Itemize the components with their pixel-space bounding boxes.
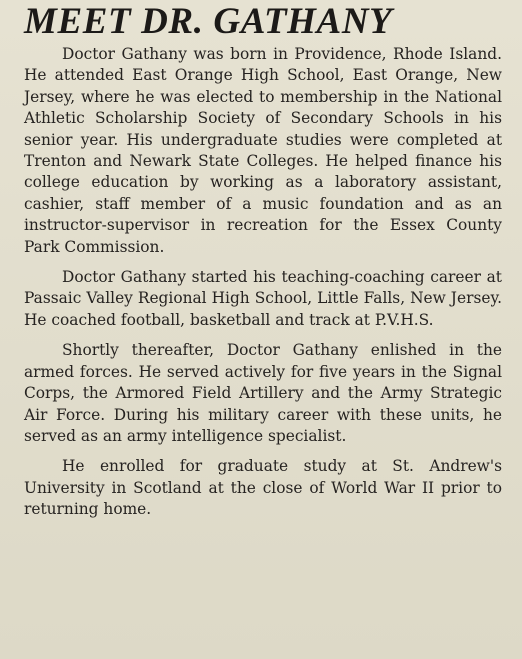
article-title: MEET DR. GATHANY	[24, 1, 393, 42]
article-paragraph-military-service: Shortly thereafter, Doctor Gathany enlished in the armed forces. He served actively for five years in the Signal Corps, the Armored Field Artillery and the Army Strategic Air Force. During his military career with these units, he served as an army intelligence specialist.	[24, 341, 502, 445]
article-body	[24, 44, 502, 530]
article-paragraph-graduate-study: He enrolled for graduate study at St. Andrew's University in Scotland at the close of World War II prior to returning home.	[24, 457, 502, 519]
article-paragraph-birth-education: Doctor Gathany was born in Providence, Rhode Island. He attended East Orange High School, East Orange, New Jersey, where he was elected to membership in the National Athletic Scholarship Society of Secondary Schools in his senior year. His undergraduate studies were completed at Trenton and Newark State Colleges. He helped finance his college education by working as a laboratory assistant, cashier, staff member of a music foundation and as an instructor-supervisor in recreation for the Essex County Park Commission.	[24, 45, 502, 256]
article-paragraph-teaching-career: Doctor Gathany started his teaching-coaching career at Passaic Valley Regional High School, Little Falls, New Jersey. He coached football, basketball and track at P.V.H.S.	[24, 268, 502, 329]
